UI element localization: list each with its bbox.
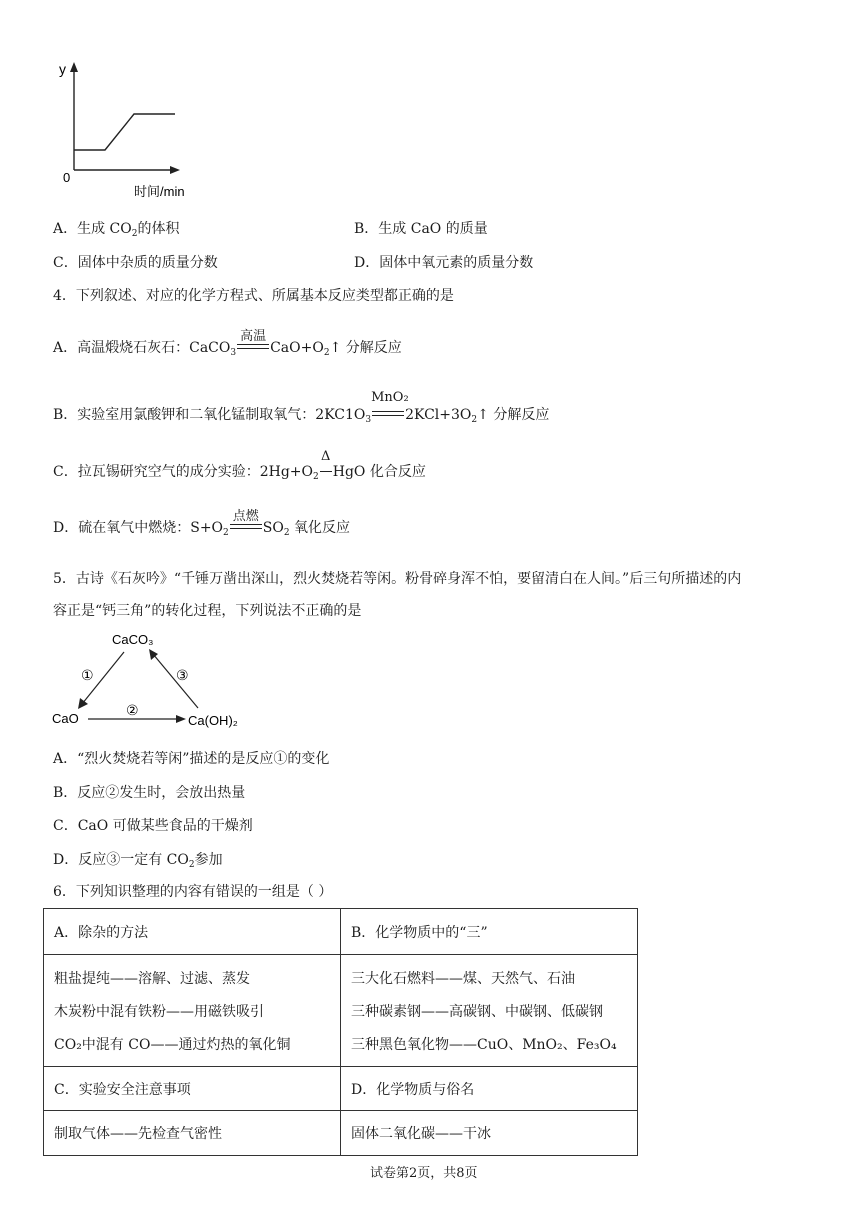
q3-option-c[interactable]: C．固体中杂质的质量分数 [53,255,218,271]
x-axis-label: 时间/min [134,184,185,199]
page-footer: 试卷第2页，共8页 [370,1166,478,1181]
q3-graph [50,58,210,203]
q4-option-a[interactable]: A．高温煅烧石灰石：CaCO$_3$ 高温 $CaO+O_2↑$ 分解反应 [53,329,402,358]
node-caoh2: Ca(OH)₂ [188,713,238,728]
q5-option-c[interactable]: C．CaO 可做某些食品的干燥剂 [53,818,253,834]
q4-option-d[interactable]: D．硫在氧气中燃烧：$S+O_2$ 点燃 $SO_2$ 氧化反应 [53,509,351,538]
q5-stem-line1: 5．古诗《石灰吟》“千锤万凿出深山，烈火焚烧若等闲。粉骨碎身浑不怕，要留清白在人间。”后三句所描述的内 [53,571,742,587]
option-a-content: 粗盐提纯——溶解、过滤、蒸发 木炭粉中混有铁粉——用磁铁吸引 CO₂中混有 CO——通过灼热的氧化铜 [44,955,341,1067]
q3-option-a[interactable]: A．生成 $CO_2$的体积 [53,221,180,239]
option-d-content: 固体二氧化碳——干冰 [341,1111,638,1156]
x-axis-arrow [170,166,180,174]
reaction-2-label: ② [126,702,139,718]
q6-knowledge-table [43,908,638,1156]
q4-option-c[interactable]: C．拉瓦锡研究空气的成分实验：$2Hg+O_2$ Δ HgO 化合反应 [53,449,426,482]
arrow-2-head [176,715,186,723]
graph-curve [74,114,175,150]
q5-stem-line2: 容正是“钙三角”的转化过程，下列说法不正确的是 [53,603,362,619]
option-b-content: 三大化石燃料——煤、天然气、石油 三种碳素钢——高碳钢、中碳钢、低碳钢 三种黑色氧化物——CuO、MnO₂、Fe₃O₄ [341,955,638,1067]
q4-option-b[interactable]: B．实验室用氯酸钾和二氧化锰制取氧气：$2KC1O_3$ MnO₂ $2KCl+3O_2↑$ 分解反应 [53,390,550,425]
y-axis-arrow [70,62,78,72]
q5-option-b[interactable]: B．反应②发生时，会放出热量 [53,785,246,801]
calcium-triangle-diagram [48,630,258,735]
q3-option-d[interactable]: D．固体中氧元素的质量分数 [354,255,534,271]
option-d-header[interactable]: D．化学物质与俗名 [341,1067,638,1111]
reaction-arrow: MnO₂ [371,407,405,423]
reaction-1-label: ① [81,667,94,683]
option-a-header[interactable]: A．除杂的方法 [44,909,341,955]
reaction-arrow: Δ [319,464,333,480]
y-axis-label: y [59,61,66,77]
node-caco3: CaCO₃ [112,632,154,647]
q4-stem: 4．下列叙述、对应的化学方程式、所属基本反应类型都正确的是 [53,288,454,304]
q5-option-a[interactable]: A．“烈火焚烧若等闲”描述的是反应①的变化 [53,751,330,767]
option-c-header[interactable]: C．实验安全注意事项 [44,1067,341,1111]
reaction-arrow: 高温 [236,340,270,356]
node-cao: CaO [52,711,79,726]
reaction-arrow: 点燃 [229,520,263,536]
origin-label: 0 [63,170,71,185]
reaction-3-label: ③ [176,667,189,683]
option-c-content: 制取气体——先检查气密性 [44,1111,341,1156]
q5-option-d[interactable]: D．反应③一定有 $CO_2$参加 [53,852,223,870]
arrow-1-head [78,698,88,709]
q6-stem: 6．下列知识整理的内容有错误的一组是（ ） [53,884,333,900]
option-b-header[interactable]: B．化学物质中的“三” [341,909,638,955]
q3-option-b[interactable]: B．生成 CaO 的质量 [354,221,488,237]
